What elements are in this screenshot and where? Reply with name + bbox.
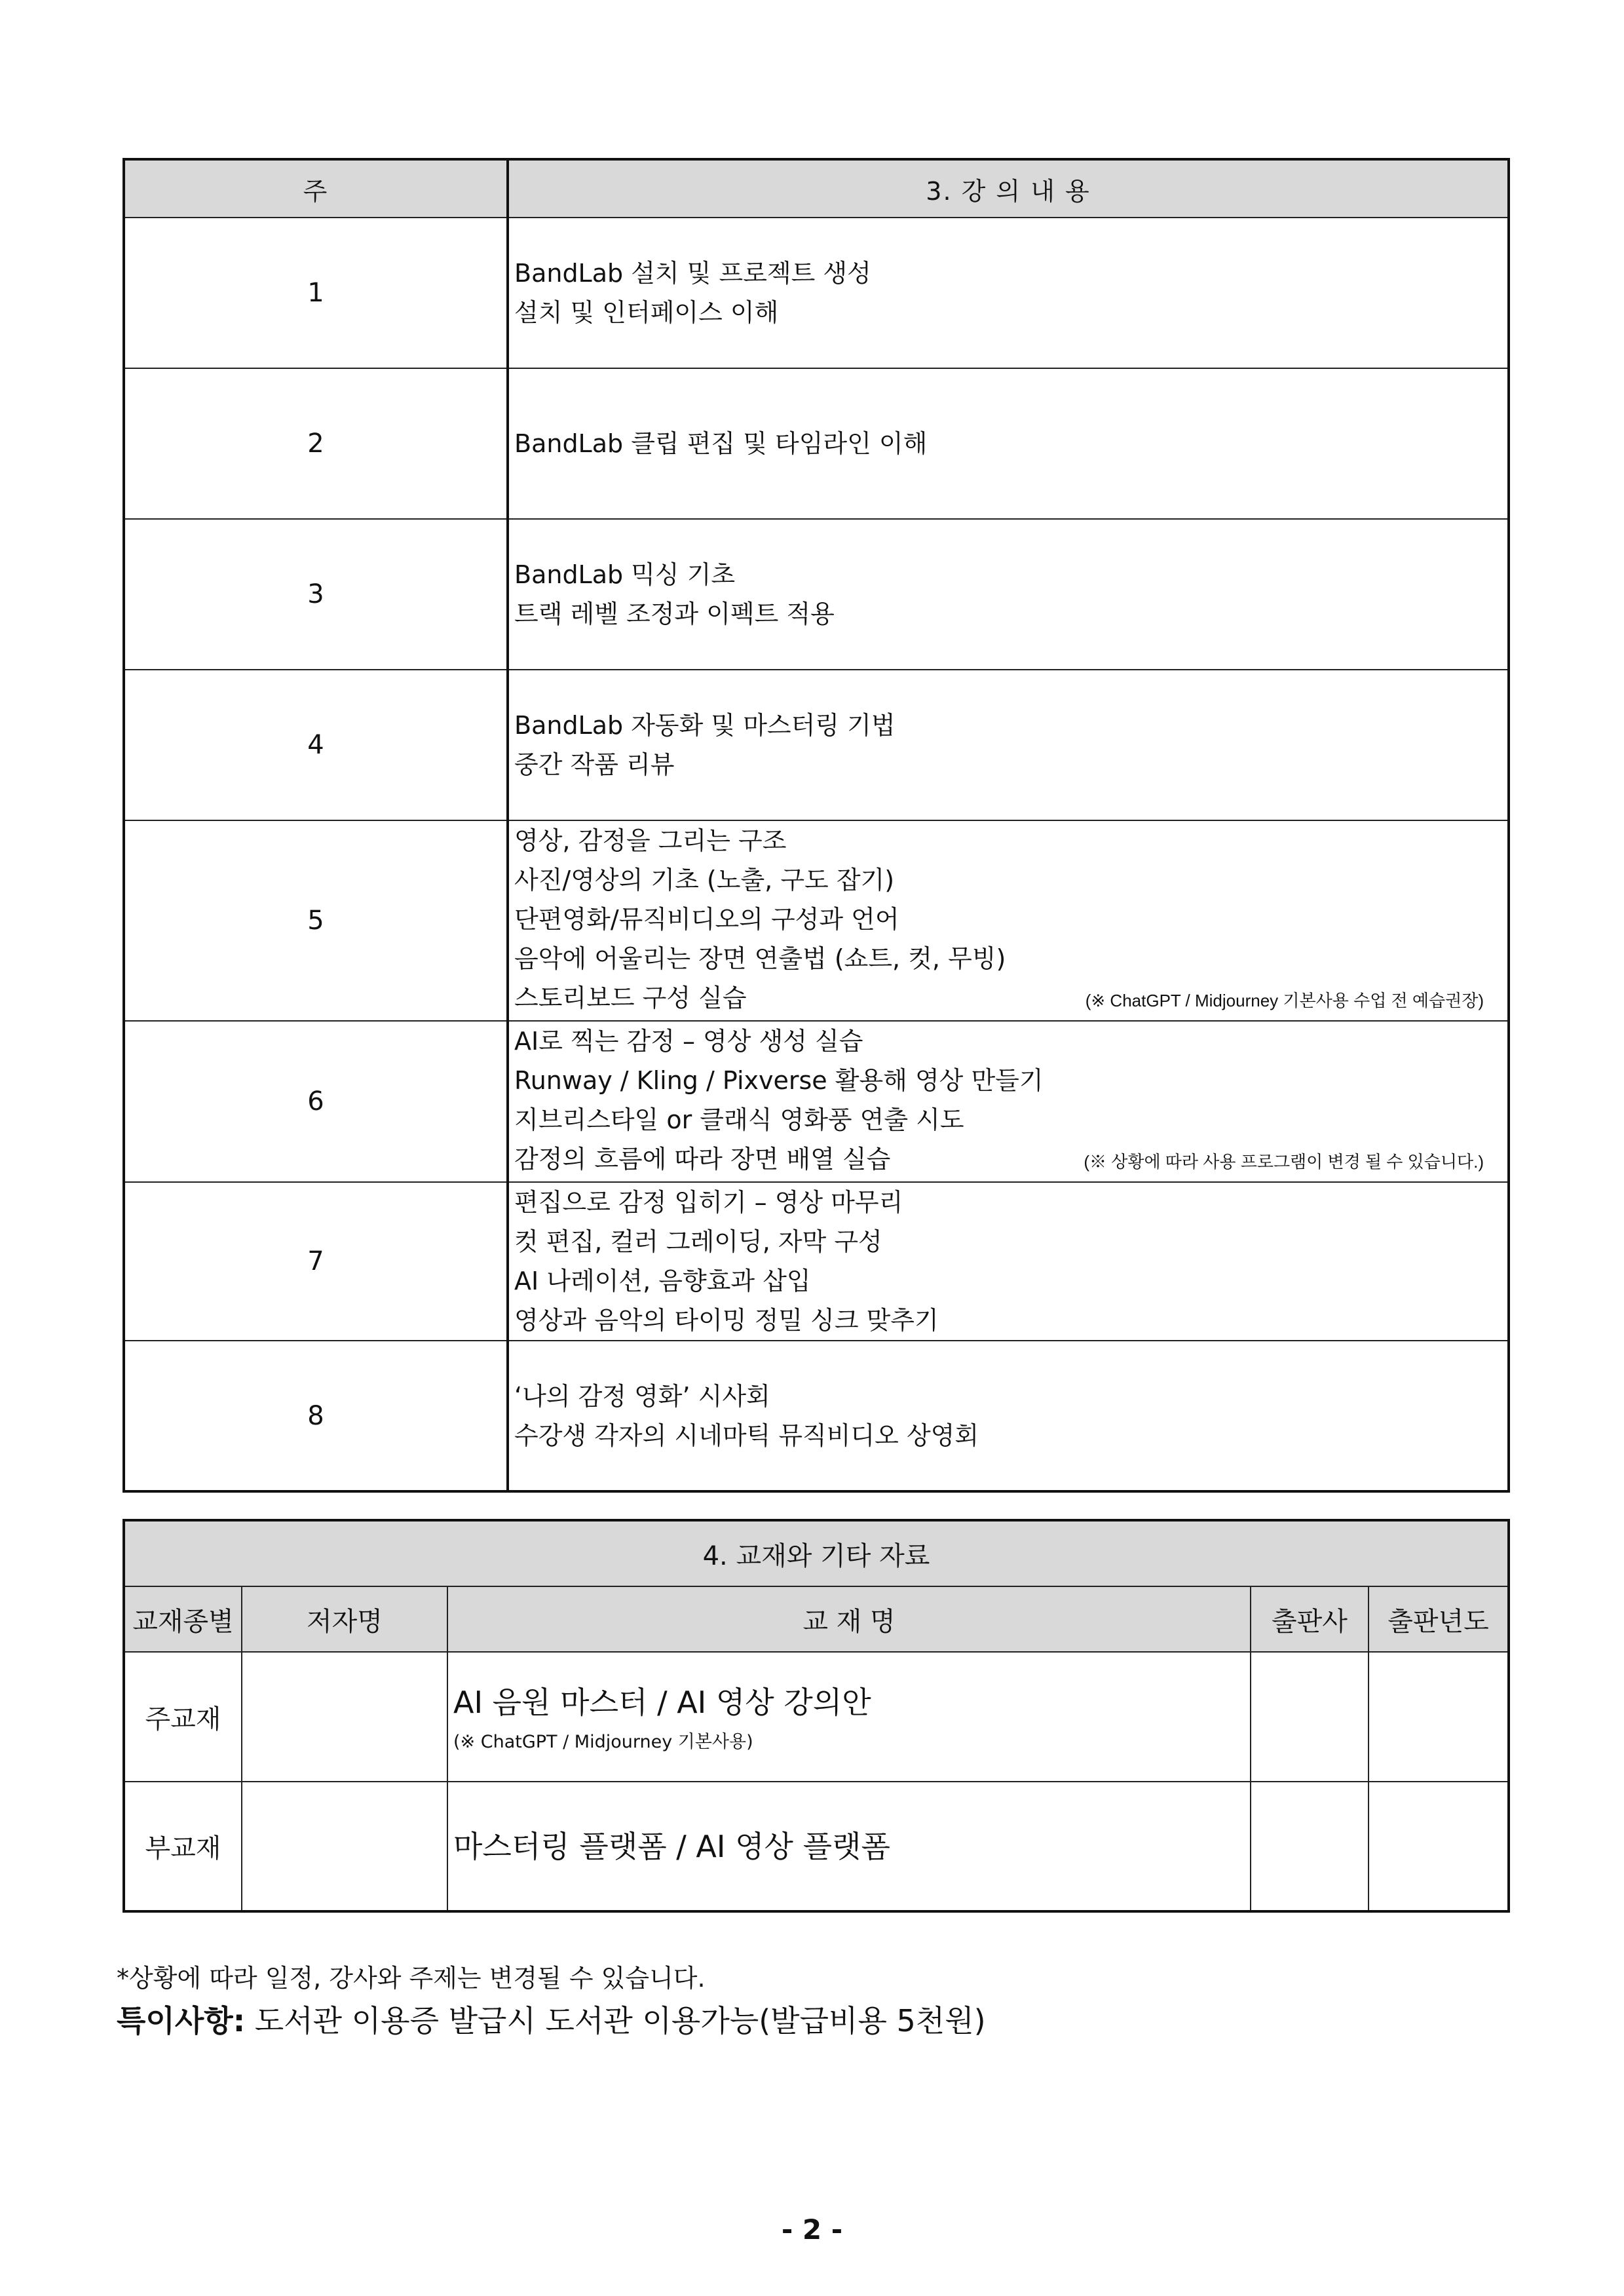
- lecture-line-row: [514, 555, 1507, 594]
- lecture-line-row: [514, 254, 1507, 293]
- table-row: [124, 670, 1509, 820]
- lecture-line: BandLab 믹싱 기초: [514, 560, 736, 589]
- week-number: 1: [124, 218, 508, 368]
- lecture-note: (※ ChatGPT / Midjourney 기본사용 수업 전 예습권장): [1085, 991, 1484, 1010]
- lecture-line-row: [514, 1100, 1507, 1139]
- lecture-line: 음악에 어울리는 장면 연출법 (쇼트, 컷, 무빙): [514, 944, 1006, 973]
- table-row: [124, 368, 1509, 519]
- header-title: 교 재 명: [447, 1586, 1251, 1652]
- materials-header-row: [124, 1586, 1509, 1652]
- lecture-line: 스토리보드 구성 실습: [514, 984, 747, 1012]
- lecture-line: BandLab 설치 및 프로젝트 생성: [514, 259, 871, 288]
- table-row: [124, 820, 1509, 1021]
- week-number: 4: [124, 670, 508, 820]
- lecture-line-row: [514, 1139, 1507, 1181]
- material-author: [242, 1652, 447, 1782]
- week-number: 8: [124, 1341, 508, 1491]
- lecture-line-row: [514, 1183, 1507, 1222]
- material-type: 주교재: [124, 1652, 242, 1782]
- material-type: 부교재: [124, 1782, 242, 1911]
- materials-title: 4. 교재와 기타 자료: [124, 1520, 1509, 1586]
- lecture-line-row: [514, 1301, 1507, 1340]
- lecture-line: 영상, 감정을 그리는 구조: [514, 826, 787, 855]
- lecture-line-row: [514, 978, 1507, 1020]
- lecture-line: BandLab 클립 편집 및 타임라인 이해: [514, 429, 928, 458]
- lecture-line: 설치 및 인터페이스 이해: [514, 298, 779, 327]
- lecture-line: ‘나의 감정 영화’ 시사회: [514, 1381, 770, 1411]
- lecture-line: BandLab 자동화 및 마스터링 기법: [514, 711, 896, 740]
- table-row: [124, 218, 1509, 368]
- lecture-line-row: [514, 900, 1507, 939]
- lecture-line-row: [514, 1261, 1507, 1301]
- lecture-content-cell: [508, 218, 1509, 368]
- header-year: 출판년도: [1369, 1586, 1509, 1652]
- lecture-line: 지브리스타일 or 클래식 영화풍 연출 시도: [514, 1105, 964, 1134]
- lecture-line: AI로 찍는 감정 – 영상 생성 실습: [514, 1027, 863, 1056]
- material-book-title: 마스터링 플랫폼 / AI 영상 플랫폼: [453, 1828, 890, 1864]
- page-number: - 2 -: [781, 2213, 843, 2246]
- table-row: [124, 1782, 1509, 1911]
- lecture-line: 영상과 음악의 타이밍 정밀 싱크 맞추기: [514, 1306, 939, 1335]
- materials-title-row: [124, 1520, 1509, 1586]
- header-publisher: 출판사: [1251, 1586, 1369, 1652]
- lecture-line: Runway / Kling / Pixverse 활용해 영상 만들기: [514, 1066, 1044, 1095]
- header-type: 교재종별: [124, 1586, 242, 1652]
- material-publisher: [1251, 1782, 1369, 1911]
- table-row: [124, 1341, 1509, 1491]
- material-publisher: [1251, 1652, 1369, 1782]
- lecture-line-row: [514, 293, 1507, 332]
- lecture-line-row: [514, 706, 1507, 745]
- content-header: 3. 강 의 내 용: [508, 159, 1509, 218]
- week-header: 주: [124, 159, 508, 218]
- lecture-line: 감정의 흐름에 따라 장면 배열 실습: [514, 1145, 891, 1174]
- lecture-line-row: [514, 1377, 1507, 1416]
- material-book-cell: [447, 1782, 1251, 1911]
- special-notes-text: 도서관 이용증 발급시 도서관 이용가능(발급비용 5천원): [245, 2003, 986, 2038]
- lecture-content-table: [123, 158, 1510, 1493]
- week-number: 3: [124, 519, 508, 670]
- special-notes-label: 특이사항:: [117, 2003, 246, 2038]
- lecture-line: AI 나레이션, 음향효과 삽입: [514, 1267, 811, 1295]
- lecture-line-row: [514, 1061, 1507, 1100]
- table-row: [124, 1652, 1509, 1782]
- lecture-line: 단편영화/뮤직비디오의 구성과 언어: [514, 905, 899, 934]
- lecture-line: 중간 작품 리뷰: [514, 750, 675, 779]
- lecture-line-row: [514, 424, 1507, 463]
- material-year: [1369, 1652, 1509, 1782]
- materials-table: [123, 1519, 1510, 1913]
- lecture-content-cell: [508, 1021, 1509, 1182]
- material-book-cell: [447, 1652, 1251, 1782]
- lecture-line: 컷 편집, 컬러 그레이딩, 자막 구성: [514, 1227, 882, 1256]
- week-number: 6: [124, 1021, 508, 1182]
- lecture-content-cell: [508, 670, 1509, 820]
- lecture-line: 편집으로 감정 입히기 – 영상 마무리: [514, 1188, 903, 1217]
- lecture-note: (※ 상황에 따라 사용 프로그램이 변경 될 수 있습니다.): [1084, 1152, 1484, 1172]
- material-book-title: AI 음원 마스터 / AI 영상 강의안: [453, 1684, 871, 1720]
- lecture-line: 수강생 각자의 시네마틱 뮤직비디오 상영회: [514, 1421, 979, 1450]
- week-number: 2: [124, 368, 508, 519]
- lecture-content-cell: [508, 368, 1509, 519]
- lecture-line: 트랙 레벨 조정과 이펙트 적용: [514, 600, 835, 628]
- week-number: 7: [124, 1182, 508, 1341]
- lecture-line-row: [514, 1222, 1507, 1261]
- schedule-footnote: *상황에 따라 일정, 강사와 주제는 변경될 수 있습니다.: [117, 1964, 706, 1993]
- lecture-content-cell: [508, 820, 1509, 1021]
- table-row: [124, 519, 1509, 670]
- lecture-line-row: [514, 745, 1507, 784]
- lecture-content-cell: [508, 519, 1509, 670]
- lecture-line: 사진/영상의 기초 (노출, 구도 잡기): [514, 866, 895, 894]
- lecture-content-cell: [508, 1182, 1509, 1341]
- table-row: [124, 1182, 1509, 1341]
- material-book-subtitle: (※ ChatGPT / Midjourney 기본사용): [453, 1731, 753, 1752]
- lecture-line-row: [514, 1022, 1507, 1061]
- lecture-line-row: [514, 821, 1507, 860]
- header-author: 저자명: [242, 1586, 447, 1652]
- special-notes: [117, 1997, 986, 2040]
- lecture-line-row: [514, 939, 1507, 978]
- material-author: [242, 1782, 447, 1911]
- lecture-header-row: [124, 159, 1509, 218]
- table-row: [124, 1021, 1509, 1182]
- material-year: [1369, 1782, 1509, 1911]
- week-number: 5: [124, 820, 508, 1021]
- lecture-line-row: [514, 594, 1507, 634]
- lecture-line-row: [514, 860, 1507, 900]
- lecture-content-cell: [508, 1341, 1509, 1491]
- lecture-line-row: [514, 1416, 1507, 1455]
